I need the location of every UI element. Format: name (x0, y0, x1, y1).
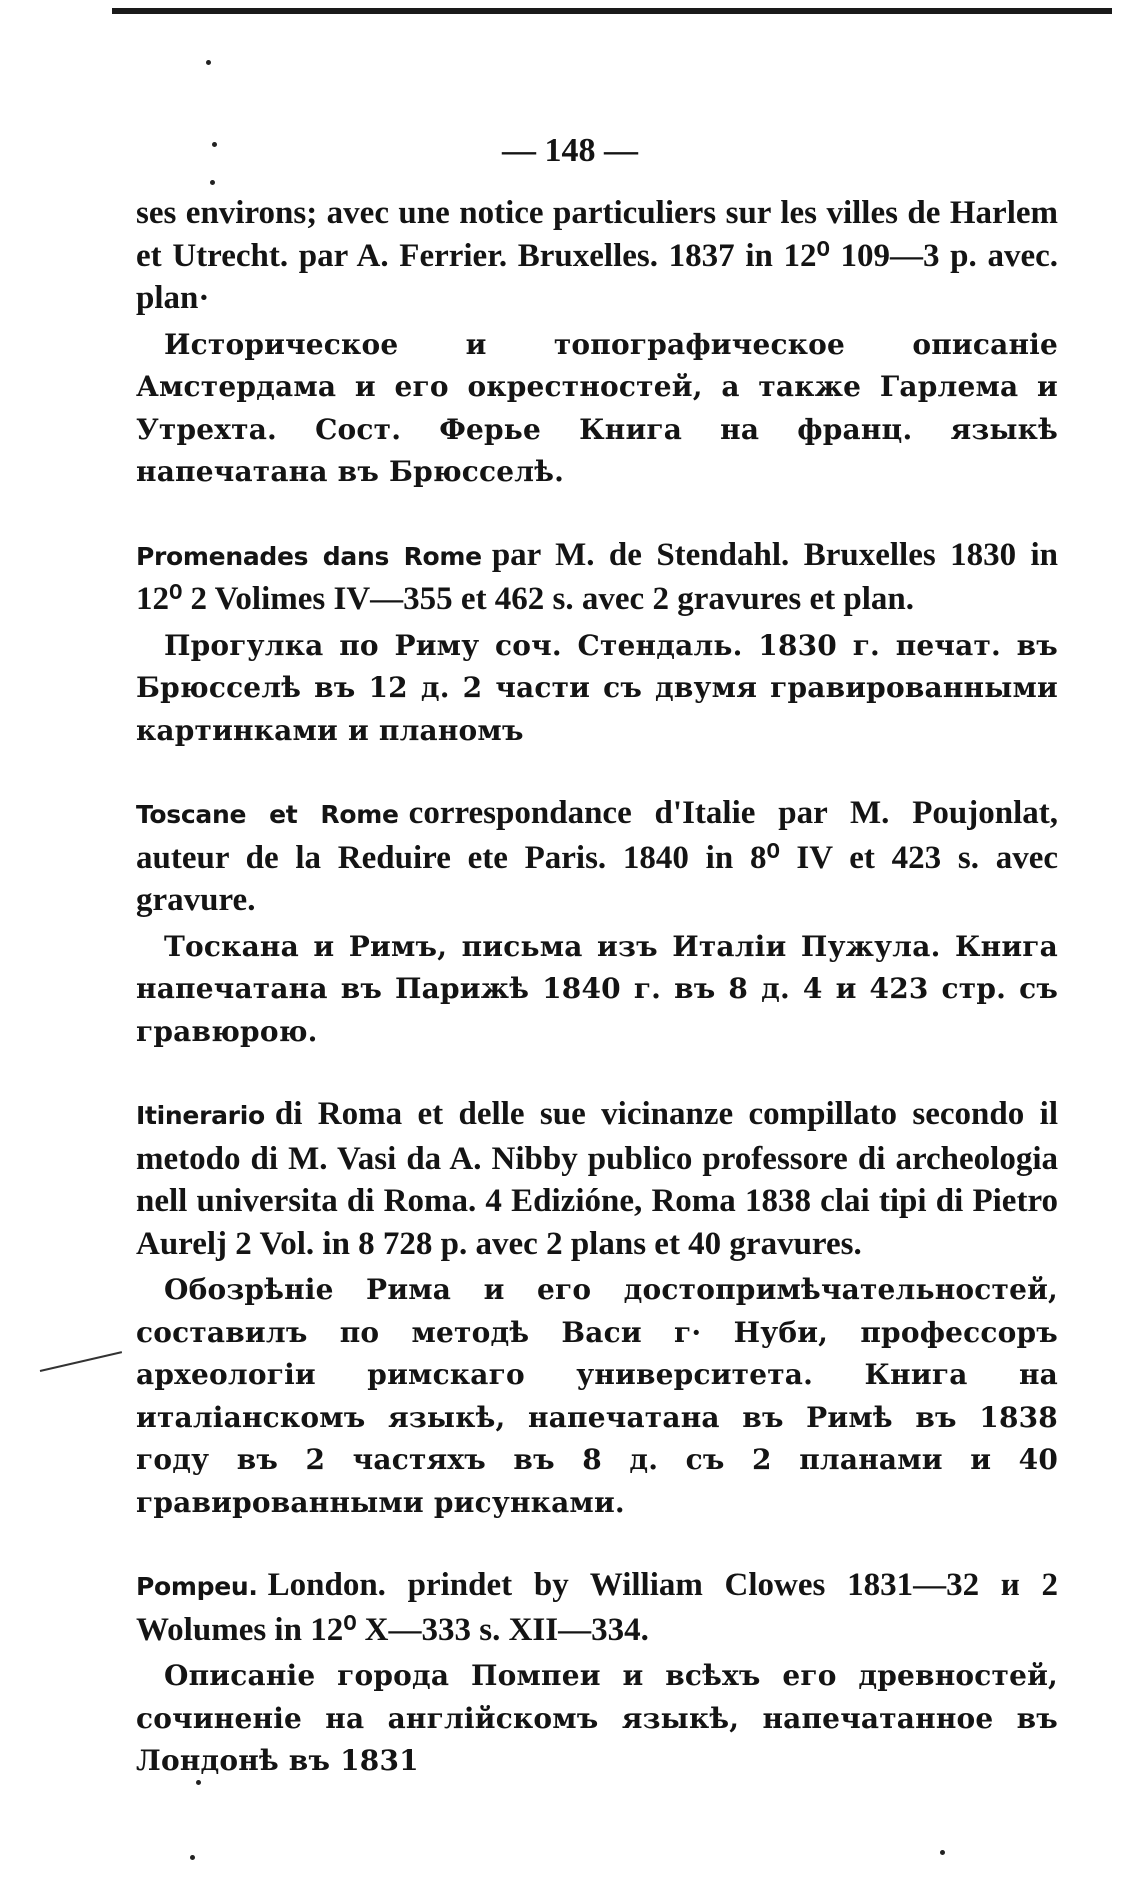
entry-russian-text: Прогулка по Риму соч. Стендаль. 1830 г. печат. въ Брюсселѣ въ 12 д. 2 части съ двумя гравированными картинками и планомъ (136, 628, 1058, 747)
bibliography-entry (136, 792, 1058, 1053)
entry-latin: par M. de Stendahl. Bruxelles 1830 in 12⁰ 2 Volimes IV—355 et 462 s. avec 2 gravures et plan. (136, 536, 1059, 617)
ink-speck (210, 180, 215, 185)
entry-latin: correspondance d'Italie par M. Poujonlat, auteur de la Reduire ete Paris. 1840 in 8⁰ IV et 423 s. avec gravure. (136, 795, 1058, 918)
ink-speck (206, 60, 211, 65)
ink-speck (940, 1850, 945, 1855)
entry-latin-text (136, 192, 1058, 320)
margin-pencil-mark (40, 1351, 122, 1372)
bibliography-entry (136, 192, 1058, 494)
entry-latin: di Roma et delle sue vicinanze compillato secondo il metodo di M. Vasi da A. Nibby publico professore di archeologia nell universita di Roma. 4 Edizióne, Roma 1838 clai tipi di Pietro Aurelj 2 Vol. in 8 728 p. avec 2 plans et 40 gravures. (136, 1096, 1058, 1262)
entry-latin-text (136, 1093, 1058, 1265)
page-number: — 148 — (502, 132, 638, 169)
entry-latin-text (136, 1564, 1058, 1651)
ink-speck (196, 1780, 201, 1785)
entry-latin-text (136, 534, 1058, 621)
ink-speck (212, 142, 217, 147)
top-rule (112, 8, 1112, 14)
entry-russian-text: Тоскана и Римъ, письма изъ Италіи Пужула. Книга напечатана въ Парижѣ 1840 г. въ 8 д. 4 и 423 стр. съ гравюрою. (136, 929, 1058, 1048)
entry-latin-text (136, 792, 1058, 922)
entry-latin: ses environs; avec une notice particuliers sur les villes de Harlem et Utrecht. par A. Ferrier. Bruxelles. 1837 in 12⁰ 109—3 p. avec. plan· (136, 195, 1058, 316)
entry-russian-text: Историческое и топографическое описаніе Амстердама и его окрестностей, а также Гарлема и Утрехта. Сост. Ферье Книга на франц. языкѣ напечатана въ Брюсселѣ. (136, 327, 1058, 488)
ink-speck (190, 1855, 195, 1860)
entry-heading: Pompeu. (136, 1572, 258, 1601)
entry-heading: Toscane et Rome (136, 800, 399, 829)
entry-russian-text: Описаніе города Помпеи и всѣхъ его древностей, сочиненіе на англійскомъ языкѣ, напечатанное въ Лондонѣ въ 1831 (136, 1659, 1058, 1777)
entry-heading: Promenades dans Rome (136, 541, 482, 571)
bibliography-entry (136, 534, 1058, 753)
entry-latin: London. prindet by William Clowes 1831—32 и 2 Wolumes in 12⁰ X—333 s. XII—334. (136, 1567, 1058, 1648)
bibliography-entry (136, 1093, 1058, 1524)
entry-heading: Itinerario (136, 1101, 265, 1130)
page-body (136, 192, 1058, 1823)
entry-russian-text: Обозрѣніе Рима и его достопримѣчательностей, составилъ по методѣ Васи г· Нуби, профессоръ археологіи римскаго университета. Книга на италіанскомъ языкѣ, напечатана въ Римѣ въ 1838 году въ 2 частяхъ въ 8 д. съ 2 планами и 40 гравированными рисунками. (136, 1273, 1058, 1519)
bibliography-entry (136, 1564, 1058, 1783)
